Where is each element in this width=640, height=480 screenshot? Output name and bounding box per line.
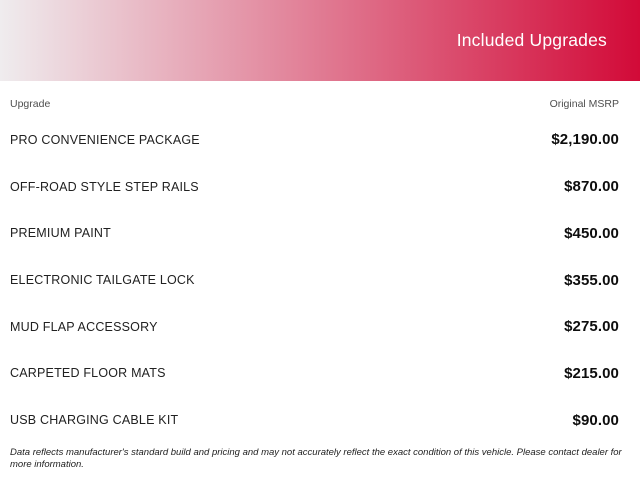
table-row (10, 350, 619, 397)
header-banner (0, 0, 640, 81)
table-column-headers (0, 98, 640, 110)
table-row (10, 117, 619, 164)
upgrades-table (0, 117, 640, 444)
upgrade-name: USB CHARGING CABLE KIT (10, 413, 179, 428)
upgrade-name: ELECTRONIC TAILGATE LOCK (10, 273, 195, 287)
upgrade-name: PREMIUM PAINT (10, 226, 111, 241)
column-header-upgrade: Upgrade (10, 98, 51, 110)
upgrade-name: CARPETED FLOOR MATS (10, 366, 166, 381)
upgrade-price: $90.00 (572, 411, 619, 429)
upgrade-name: PRO CONVENIENCE PACKAGE (10, 132, 200, 147)
table-row (10, 163, 619, 210)
disclaimer-text: Data reflects manufacturer's standard build and pricing and may not accurately reflect the exact condition of this vehicle. Please contact dealer for more information. (10, 447, 622, 471)
table-row (10, 210, 619, 257)
table-row (10, 397, 619, 444)
upgrade-price: $275.00 (564, 318, 619, 336)
column-header-msrp: Original MSRP (549, 98, 619, 110)
upgrade-price: $2,190.00 (551, 131, 619, 149)
table-row (10, 303, 619, 350)
upgrade-price: $215.00 (564, 364, 619, 382)
upgrade-price: $355.00 (564, 271, 619, 289)
page-title: Included Upgrades (456, 30, 607, 50)
upgrade-price: $450.00 (564, 224, 619, 242)
table-row (10, 257, 619, 304)
upgrade-name: OFF-ROAD STYLE STEP RAILS (10, 179, 199, 194)
upgrade-name: MUD FLAP ACCESSORY (10, 319, 158, 334)
upgrade-price: $870.00 (564, 178, 619, 196)
